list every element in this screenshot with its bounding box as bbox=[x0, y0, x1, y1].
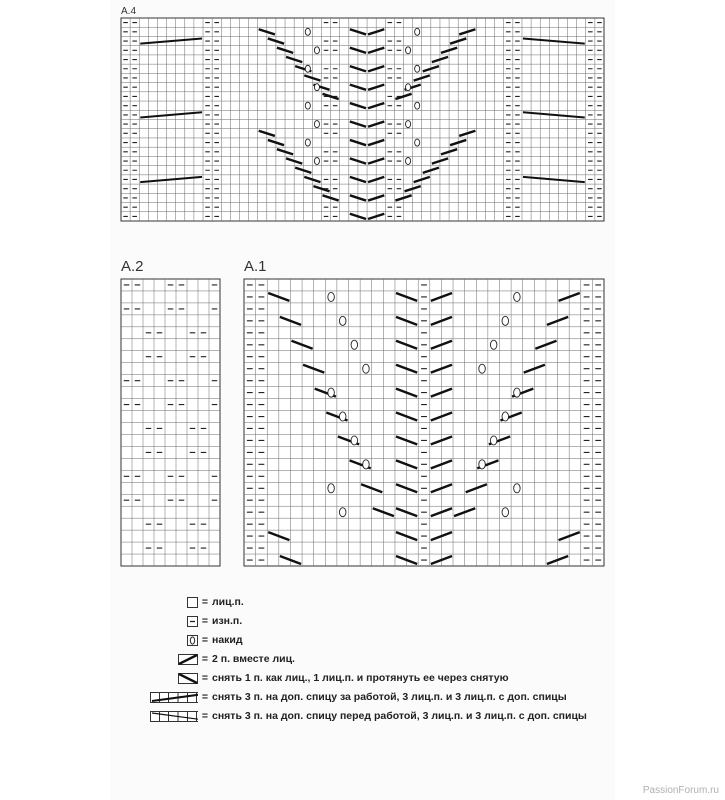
legend-equals: = bbox=[201, 596, 209, 608]
legend-label: снять 1 п. как лиц., 1 лиц.п. и протянуть ее через снятую bbox=[212, 672, 509, 684]
cable-front-icon bbox=[150, 710, 198, 722]
legend-equals: = bbox=[201, 710, 209, 722]
legend-item-knit bbox=[150, 596, 610, 615]
legend-equals: = bbox=[201, 653, 209, 665]
yarn-over-mark bbox=[328, 484, 335, 493]
yarn-over-mark bbox=[406, 121, 411, 128]
legend-item-cable-front bbox=[150, 710, 610, 742]
yarn-over-mark bbox=[305, 65, 310, 72]
yarn-over-mark bbox=[351, 340, 358, 349]
yarn-over-mark bbox=[339, 508, 346, 517]
yarn-over-mark bbox=[305, 102, 310, 109]
yarn-over-mark bbox=[328, 292, 335, 301]
yarn-over-mark bbox=[502, 412, 509, 421]
yarn-over-mark bbox=[514, 484, 521, 493]
empty-square-icon bbox=[150, 596, 198, 608]
legend-item-purl bbox=[150, 615, 610, 634]
yarn-over-mark bbox=[415, 102, 420, 109]
legend-item-cable-back bbox=[150, 691, 610, 710]
yarn-over-mark bbox=[490, 340, 497, 349]
yarn-over-icon bbox=[150, 634, 198, 646]
yarn-over-mark bbox=[406, 84, 411, 91]
yarn-over-mark bbox=[406, 158, 411, 165]
yarn-over-mark bbox=[314, 158, 319, 165]
k2tog-icon bbox=[150, 653, 198, 665]
legend-equals: = bbox=[201, 691, 209, 703]
chart-title-a1: A.1 bbox=[244, 258, 267, 275]
legend-label: 2 п. вместе лиц. bbox=[212, 653, 295, 665]
legend-item-ssk bbox=[150, 672, 610, 691]
yarn-over-mark bbox=[502, 508, 509, 517]
yarn-over-mark bbox=[479, 460, 486, 469]
yarn-over-mark bbox=[314, 47, 319, 54]
yarn-over-mark bbox=[514, 292, 521, 301]
yarn-over-mark bbox=[339, 316, 346, 325]
legend-label: лиц.п. bbox=[212, 596, 244, 608]
legend-equals: = bbox=[201, 672, 209, 684]
yarn-over-mark bbox=[363, 364, 370, 373]
legend bbox=[150, 596, 610, 742]
yarn-over-mark bbox=[314, 121, 319, 128]
legend-equals: = bbox=[201, 615, 209, 627]
yarn-over-mark bbox=[406, 47, 411, 54]
legend-label: накид bbox=[212, 634, 243, 646]
watermark: PassionForum.ru bbox=[642, 785, 719, 796]
yarn-over-mark bbox=[305, 139, 310, 146]
chart-a2-grid bbox=[121, 279, 220, 566]
yarn-over-mark bbox=[490, 436, 497, 445]
chart-title-a4: A.4 bbox=[121, 6, 137, 17]
legend-label: снять 3 п. на доп. спицу перед работой, 3 лиц.п. и 3 лиц.п. с доп. спицы bbox=[212, 710, 587, 722]
legend-item-k2tog bbox=[150, 653, 610, 672]
yarn-over-mark bbox=[479, 364, 486, 373]
legend-label: снять 3 п. на доп. спицу за работой, 3 лиц.п. и 3 лиц.п. с доп. спицы bbox=[212, 691, 567, 703]
yarn-over-mark bbox=[514, 388, 521, 397]
legend-equals: = bbox=[201, 634, 209, 646]
ssk-icon bbox=[150, 672, 198, 684]
chart-a1-grid bbox=[244, 279, 604, 566]
yarn-over-mark bbox=[314, 84, 319, 91]
cable-back-icon bbox=[150, 691, 198, 703]
dash-square-icon bbox=[150, 615, 198, 627]
yarn-over-mark bbox=[415, 65, 420, 72]
yarn-over-mark bbox=[415, 139, 420, 146]
yarn-over-mark bbox=[351, 436, 358, 445]
chart-a4-grid bbox=[121, 18, 604, 221]
yarn-over-mark bbox=[415, 28, 420, 35]
yarn-over-mark bbox=[305, 28, 310, 35]
chart-title-a2: A.2 bbox=[121, 258, 144, 275]
legend-label: изн.п. bbox=[212, 615, 243, 627]
yarn-over-mark bbox=[363, 460, 370, 469]
yarn-over-mark bbox=[328, 388, 335, 397]
yarn-over-mark bbox=[339, 412, 346, 421]
legend-item-yarn-over bbox=[150, 634, 610, 653]
yarn-over-mark bbox=[502, 316, 509, 325]
